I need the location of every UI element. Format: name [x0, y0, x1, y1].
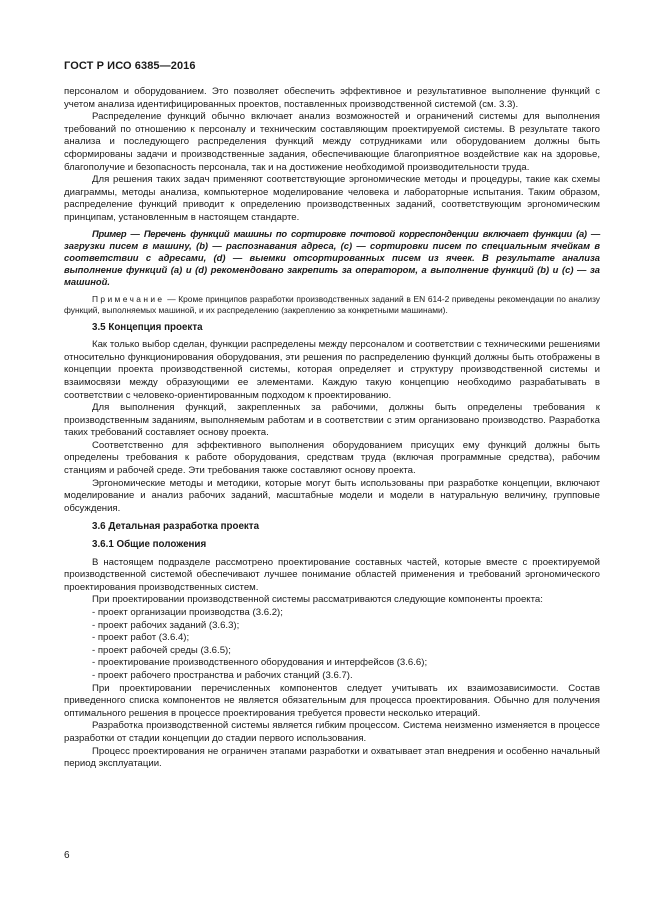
- paragraph: Эргономические методы и методики, которые могут быть использованы при разработке концепции, включают моделирование и анализ рабочих заданий, масштабные модели и модели в натуральную величину, групповые обсуждения.: [64, 477, 600, 514]
- note-block: [64, 294, 600, 316]
- paragraph: Распределение функций обычно включает анализ возможностей и ограничений системы для выполнения требований по отношению к персоналу и техническим составляющим проектируемой системы. В результате такого анализа и последующего распределения функций между сотрудниками или оборудованием должны быть сформированы задачи и производственные задания, обеспечивающие благоприятное воздействие как на здоровье, благополучие и безопасность персонала, так и на достижение необходимой производительности труда.: [64, 111, 600, 173]
- example-block: [64, 228, 600, 288]
- paragraph: Соответственно для эффективного выполнения оборудованием присущих ему функций должны быть определены требования к работе оборудования, средствам труда (включая программные средства), рабочим станциям и рабочей среде. Эти требования также составляют основу проекта.: [64, 439, 600, 477]
- paragraph: В настоящем подразделе рассмотрено проектирование составных частей, которые вместе с проектируемой производственной системой обеспечивают лучшее понимание областей применения и требований эргономического проектирования производственных систем.: [64, 556, 600, 593]
- list-item: - проект рабочей среды (3.6.5);: [92, 644, 231, 656]
- paragraph: При проектировании производственной системы рассматриваются следующие компоненты проекта:: [92, 594, 543, 606]
- list-item: - проект рабочих заданий (3.6.3);: [92, 619, 240, 631]
- page-number: 6: [64, 850, 70, 861]
- section-heading-3-5: 3.5 Концепция проекта: [92, 321, 203, 333]
- document-header: ГОСТ Р ИСО 6385—2016: [64, 60, 196, 72]
- example-text: загрузки писем в машину, (b) — распознавания адреса, (c) — сортировки писем по специальным ячейкам в соответствии с адресами, (d) — выемки отсортированных писем из ячеек. В результате анализа выполнение функций (a) и (d) рекомендовано закрепить за оператором, а выполнение функций (b) и (c) — за машиной.: [64, 239, 600, 287]
- paragraph: При проектировании перечисленных компонентов следует учитывать их взаимозависимости. Состав приведенного списка компонентов не является обязательным для процесса проектирования. Обычно для получения оптимального решения в процессе проектирования требуется провести несколько итераций.: [64, 682, 600, 719]
- list-item: - проект работ (3.6.4);: [92, 632, 190, 644]
- paragraph: персоналом и оборудованием. Это позволяет обеспечить эффективное и результативное выполнение функций с учетом анализа идентифицированных проектов, поставленных производственной системой (см. 3.3).: [64, 86, 600, 110]
- paragraph: Процесс проектирования не ограничен этапами разработки и охватывает этап внедрения и особенно начальный период эксплуатации.: [64, 745, 600, 770]
- document-body: [64, 86, 600, 771]
- paragraph: Для выполнения функций, закрепленных за рабочими, должны быть определены требования к производственным заданиям, выполняемым работам и в соответствии с этим организовано производство. Разработка таких требований составляет основу проекта.: [64, 402, 600, 439]
- note-text: — Кроме принципов разработки производственных заданий в EN 614-2 приведены рекомендации по анализу функций, выполняемых машиной, и их распределению (закреплению за конкретными машинами).: [64, 293, 600, 315]
- subsection-heading-3-6-1: 3.6.1 Общие положения: [92, 539, 207, 551]
- component-list: [64, 607, 600, 683]
- paragraph: Как только выбор сделан, функции распределены между персоналом и соответствии с техническими решениями относительно функционирования оборудования, эти решения по распределению функций должны быть отображены в концепции проекта производственной системы, которая определяет и структуру производственной системы и взаимосвязи между образующими ее элементами. Каждую такую концепцию необходимо разрабатывать в соответствии с человеко-ориентированным подходом к проектированию.: [64, 339, 600, 401]
- note-label: Примечание: [92, 293, 165, 304]
- paragraph: Разработка производственной системы является гибким процессом. Система неизменно изменяется в процессе разработки от стадии концепции до стадии первого использования.: [64, 720, 600, 744]
- list-item: - проект рабочего пространства и рабочих станций (3.6.7).: [92, 669, 353, 681]
- list-item: - проект организации производства (3.6.2);: [92, 607, 283, 618]
- section-heading-3-6: 3.6 Детальная разработка проекта: [92, 521, 260, 533]
- paragraph: Для решения таких задач применяют соответствующие эргономические методы и процедуры, такие как схемы диаграммы, методы анализа, компьютерное моделирование человека и лабораторные испытания. Таким образом, распределение функций приводит к определению производственных заданий, соответствующим эргономическим принципам, установленным в настоящем стандарте.: [64, 174, 600, 223]
- example-lead: Пример — Перечень функций машины по сортировке почтовой корреспонденции включает функции (a) —: [92, 227, 600, 239]
- list-item: - проектирование производственного оборудования и интерфейсов (3.6.6);: [92, 657, 428, 669]
